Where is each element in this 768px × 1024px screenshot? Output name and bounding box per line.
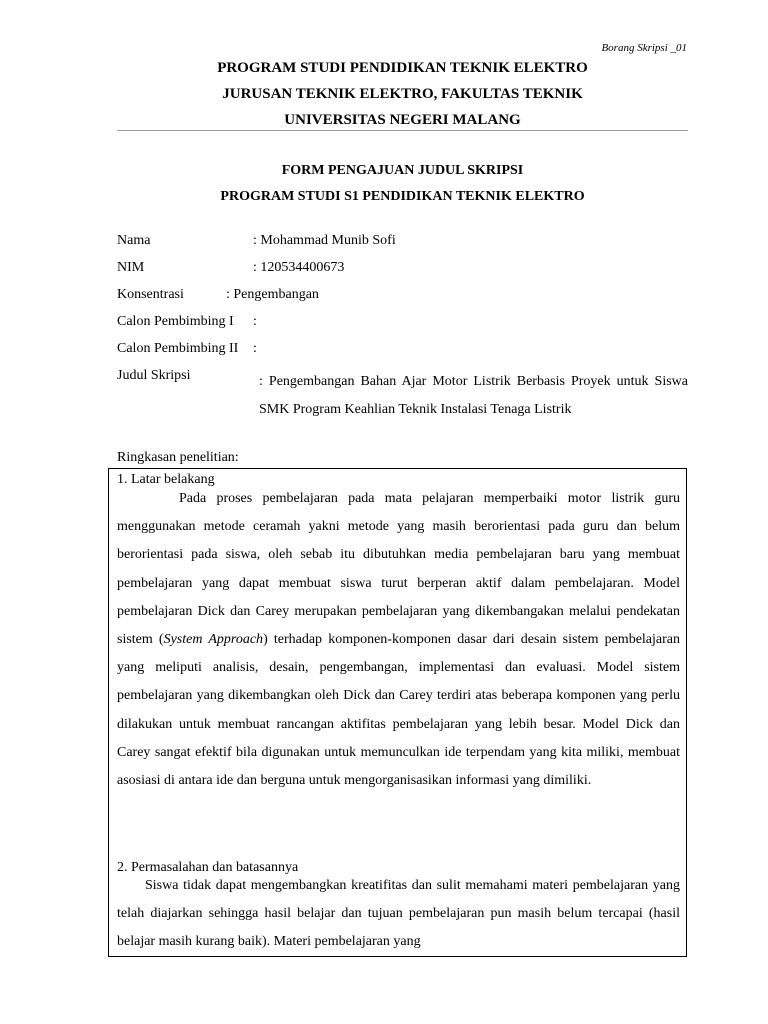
form-code: Borang Skripsi _01 (601, 42, 687, 54)
section-heading-background: 1. Latar belakang (117, 472, 215, 487)
header-line-department: JURUSAN TEKNIK ELEKTRO, FAKULTAS TEKNIK (222, 86, 583, 102)
text-run: Siswa tidak dapat mengembangkan kreatifitas dan sulit memahami materi pembelajaran yang telah diajarkan sehingga hasil belajar dan tujuan pembelajaran pun masih belum tercapai (hasil belajar masih kurang baik). Materi pembelajaran yang (117, 878, 680, 950)
field-label: Judul Skripsi (117, 368, 191, 383)
summary-label: Ringkasan penelitian: (117, 450, 239, 465)
field-label: Konsentrasi (117, 287, 184, 302)
field-label: Calon Pembimbing I (117, 314, 234, 329)
field-label: Calon Pembimbing II (117, 341, 239, 356)
italic-term: System Approach (163, 632, 264, 648)
section-text-problem (117, 872, 680, 957)
form-title-line-1: FORM PENGAJUAN JUDUL SKRIPSI (281, 163, 524, 178)
field-value: : Mohammad Munib Sofi (253, 233, 396, 248)
field-value: : Pengembangan Bahan Ajar Motor Listrik Berbasis Proyek untuk Siswa SMK Program Keahlian Teknik Instalasi Tenaga Listrik (259, 374, 688, 417)
form-title-line-2: PROGRAM STUDI S1 PENDIDIKAN TEKNIK ELEKTRO (220, 189, 585, 204)
field-value: : (253, 341, 257, 356)
header-line-program: PROGRAM STUDI PENDIDIKAN TEKNIK ELEKTRO (217, 60, 588, 76)
field-value: : 120534400673 (253, 260, 345, 275)
section-text-background (117, 485, 680, 795)
field-value: : Pengembangan (226, 287, 319, 302)
form-title (117, 158, 688, 210)
section-heading-problem: 2. Permasalahan dan batasannya (117, 860, 299, 875)
text-run: Pada proses pembelajaran pada mata pelajaran memperbaiki motor listrik guru menggunakan metode ceramah yakni metode yang masih berorientasi pada guru dan belum berorientasi pada siswa, oleh sebab itu dibutuhkan media pembelajaran baru yang membuat pembelajaran yang dapat membuat siswa turut berperan aktif dalam pembelajaran. Model pembelajaran Dick dan Carey merupakan pembelajaran yang dikembangakan melalui pendekatan sistem ( (117, 491, 680, 648)
header-line-university: UNIVERSITAS NEGERI MALANG (284, 112, 521, 128)
field-value: : (253, 314, 257, 329)
field-label: Nama (117, 233, 151, 248)
summary-box (108, 468, 687, 957)
text-run: ) terhadap komponen-komponen dasar dari desain sistem pembelajaran yang meliputi analisis, desain, pengembangan, implementasi dan evaluasi. Model sistem pembelajaran yang dikembangkan oleh Dick dan Carey terdiri atas beberapa komponen yang perlu dilakukan untuk membuat rancangan aktifitas pembelajaran yang lebih besar. Model Dick dan Carey sangat efektif bila digunakan untuk memunculkan ide terpendam yang kita miliki, membuat asosiasi di antara ide dan berguna untuk mengorganisasikan informasi yang dimiliki. (117, 632, 680, 789)
field-label: NIM (117, 260, 145, 275)
institution-header (117, 55, 688, 133)
header-divider (117, 130, 688, 131)
